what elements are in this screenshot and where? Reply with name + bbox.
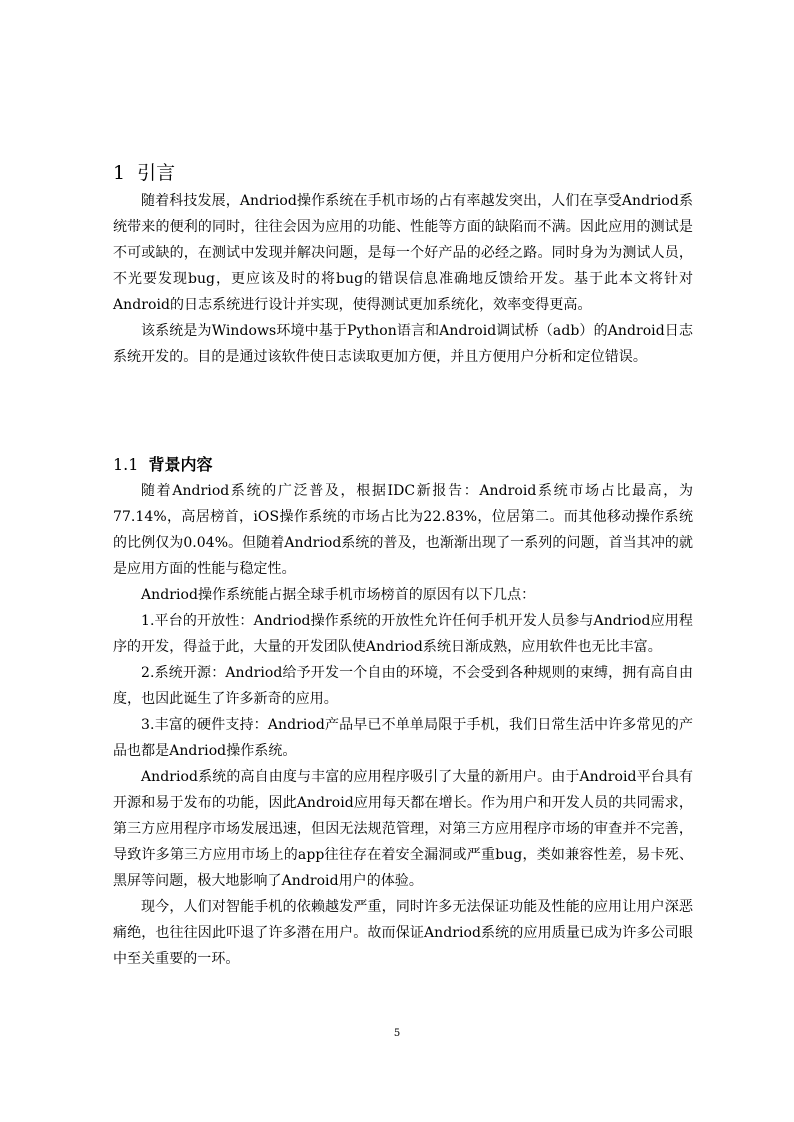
section-body-background	[113, 478, 693, 972]
paragraph: 现今，人们对智能手机的依赖越发严重，同时许多无法保证功能及性能的应用让用户深恶痛绝，也往往因此吓退了许多潜在用户。故而保证Andriod系统的应用质量已成为许多公司眼中至关重要的一环。	[113, 899, 693, 967]
section-heading-introduction	[113, 158, 693, 188]
paragraph: 该系统是为Windows环境中基于Python语言和Android调试桥（adb）的Android日志系统开发的。目的是通过该软件使日志读取更加方便，并且方便用户分析和定位错误。	[113, 323, 693, 365]
list-item: 3.丰富的硬件支持：Andriod产品早已不单单局限于手机，我们日常生活中许多常见的产品也都是Andriod操作系统。	[113, 717, 693, 759]
section-number: 1	[113, 162, 126, 184]
subsection-heading-background	[113, 451, 693, 479]
paragraph: Andriod系统的高自由度与丰富的应用程序吸引了大量的新用户。由于Android平台具有开源和易于发布的功能，因此Android应用每天都在增长。作为用户和开发人员的共同需求，第三方应用程序市场发展迅速，但因无法规范管理，对第三方应用程序市场的审查并不完善，导致许多第三方应用市场上的app往往存在着安全漏洞或严重bug，类如兼容性差，易卡死、黑屏等问题，极大地影响了Android用户的体验。	[113, 769, 693, 889]
section-body-introduction	[113, 188, 693, 370]
subsection-title: 背景内容	[148, 455, 213, 474]
paragraph: 随着Andriod系统的广泛普及，根据IDC新报告：Android系统市场占比最高，为77.14%，高居榜首，iOS操作系统的市场占比为22.83%，位居第二。而其他移动操作系统的比例仅为0.04%。但随着Andriod系统的普及，也渐渐出现了一系列的问题，首当其冲的就是应用方面的性能与稳定性。	[113, 483, 693, 577]
paragraph: 随着科技发展，Andriod操作系统在手机市场的占有率越发突出，人们在享受Andriod系统带来的便利的同时，往往会因为应用的功能、性能等方面的缺陷而不满。因此应用的测试是不可或缺的，在测试中发现并解决问题，是每一个好产品的必经之路。同时身为为测试人员，不光要发现bug，更应该及时的将bug的错误信息准确地反馈给开发。基于此本文将针对Android的日志系统进行设计并实现，使得测试更加系统化，效率变得更高。	[113, 193, 693, 313]
list-item: 2.系统开源：Andriod给予开发一个自由的环境，不会受到各种规则的束缚，拥有高自由度，也因此诞生了许多新奇的应用。	[113, 665, 693, 707]
list-item: 1.平台的开放性：Andriod操作系统的开放性允许任何手机开发人员参与Andriod应用程序的开发，得益于此，大量的开发团队使Andriod系统日渐成熟，应用软件也无比丰富。	[113, 613, 693, 655]
paragraph: Andriod操作系统能占据全球手机市场榜首的原因有以下几点：	[141, 587, 536, 603]
subsection-number: 1.1	[113, 455, 139, 474]
section-title: 引言	[137, 162, 176, 184]
page-number: 5	[393, 1028, 401, 1039]
